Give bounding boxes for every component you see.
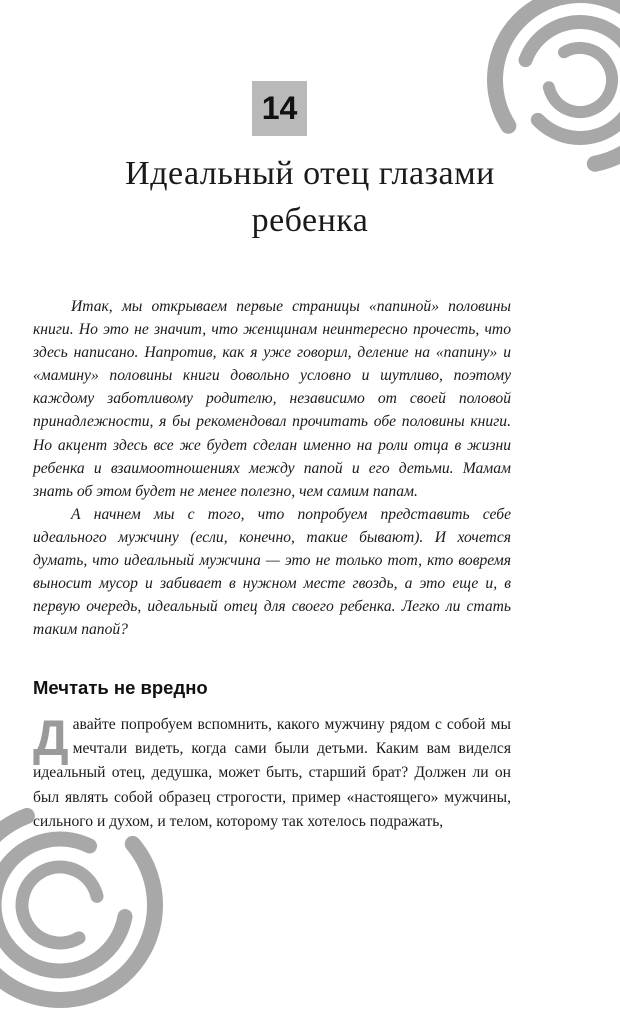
- drop-cap: Д: [33, 710, 69, 766]
- chapter-intro: [33, 295, 511, 641]
- chapter-title: [30, 150, 590, 244]
- intro-paragraph: А начнем мы с того, что попробуем представить себе идеального мужчину (если, конечно, такие бывают). И хочется думать, что идеальный мужчина — это не только тот, кто вовремя выносит мусор и забивает в нужном месте гвоздь, а это еще и, в первую очередь, идеальный отец для своего ребенка. Легко ли стать таким папой?: [33, 505, 511, 639]
- chapter-number-badge: [252, 81, 307, 136]
- section-body: [33, 710, 511, 834]
- chapter-number: 14: [261, 90, 298, 126]
- section-heading: Мечтать не вредно: [33, 677, 208, 698]
- body-paragraph: авайте попробуем вспомнить, какого мужчину рядом с собой мы мечтали видеть, когда сами были детьми. Каким вам виделся идеальный отец, дедушка, может быть, старший брат? Должен ли он был являть собой образец строгости, пример «настоящего» мужчины, сильного и духом, и телом, которому так хотелось подражать,: [33, 716, 511, 830]
- intro-paragraph: Итак, мы открываем первые страницы «папиной» половины книги. Но это не значит, что женщинам неинтересно прочесть, что здесь написано. Напротив, как я уже говорил, деление на «папину» и «мамину» половины книги довольно условно и шутливо, поэтому каждому заботливому родителю, независимо от своей половой принадлежности, я бы рекомендовал прочитать обе половины книги. Но акцент здесь все же будет сделан именно на роли отца в жизни ребенка и взаимоотношениях между папой и его детьми. Мамам знать об этом будет не менее полезно, чем самим папам.: [33, 298, 511, 500]
- chapter-title-line-2: ребенка: [251, 202, 369, 239]
- chapter-title-line-1: Идеальный отец глазами: [125, 155, 495, 192]
